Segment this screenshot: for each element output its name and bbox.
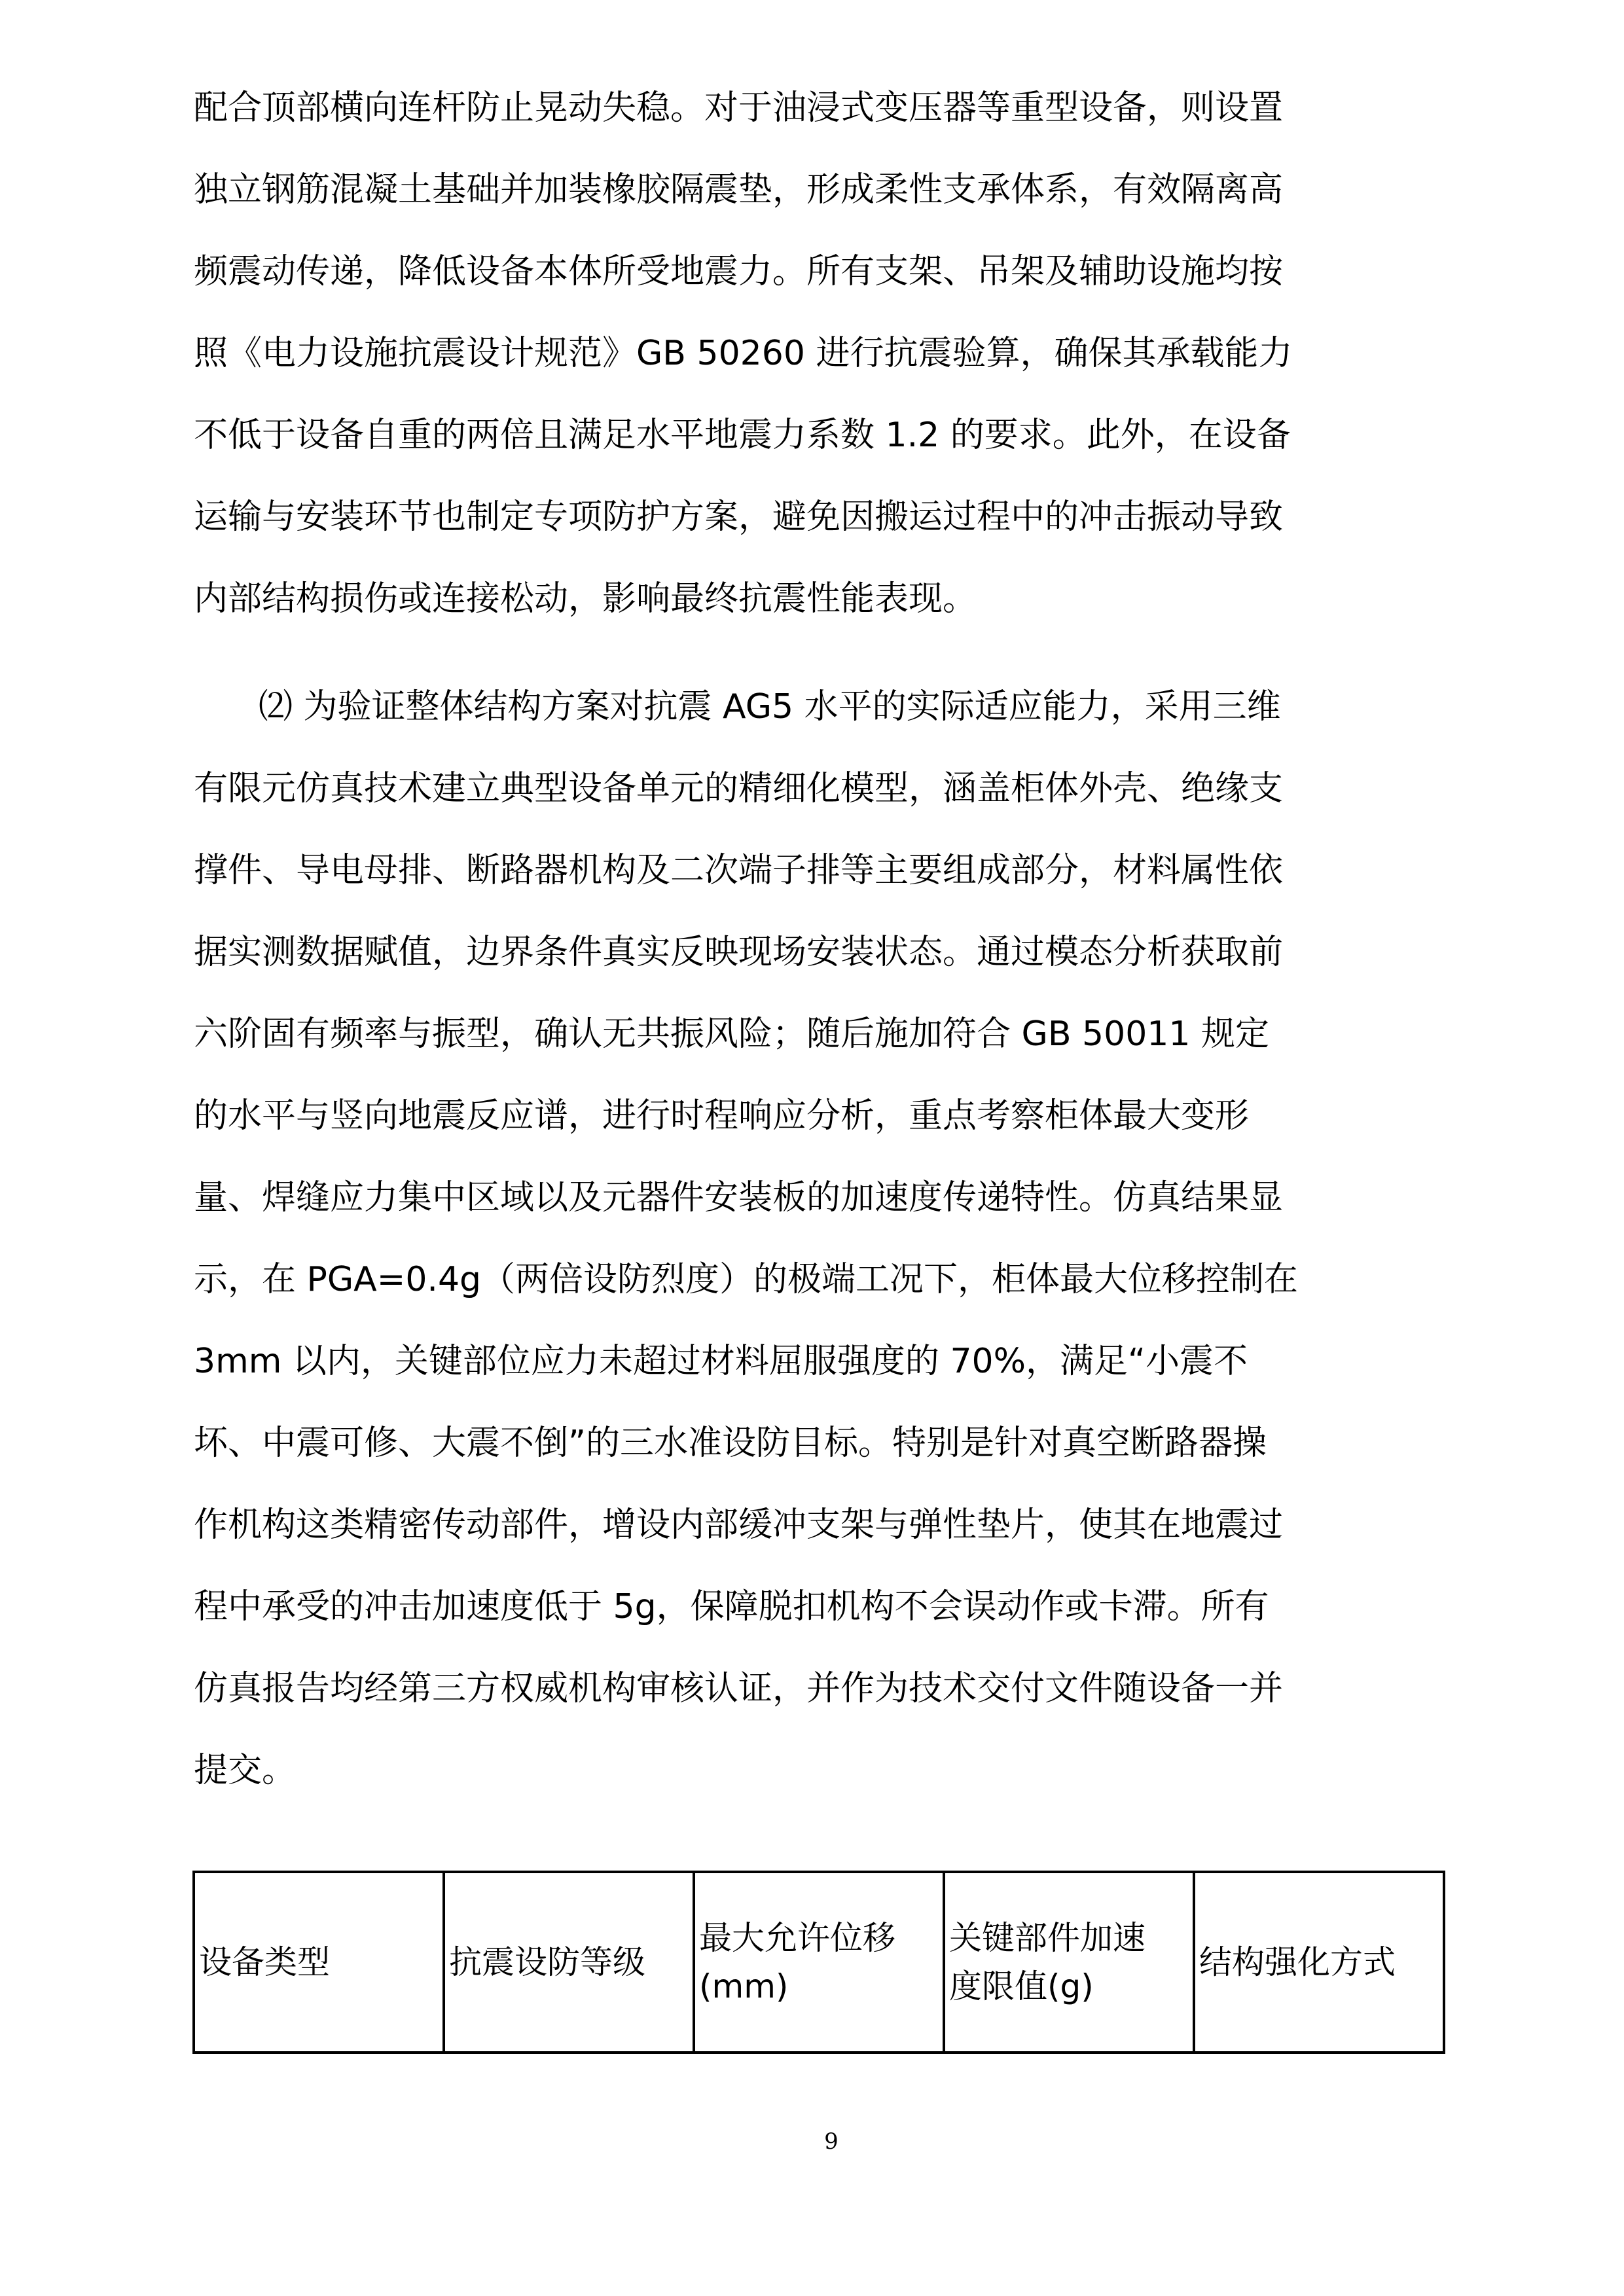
paragraph-2-line-4: 据实测数据赋值，边界条件真实反映现场安装状态。通过模态分析获取前 [194,933,1284,972]
paragraph-2-line-1: ⑵ 为验证整体结构方案对抗震 AG5 水平的实际适应能力，采用三维 [259,687,1281,726]
table-header-row [194,1872,1444,2053]
paragraph-1-line-3: 频震动传递，降低设备本体所受地震力。所有支架、吊架及辅助设施均按 [194,252,1284,291]
header-seismic-grade: 抗震设防等级 [444,1872,694,2053]
header-reinforcement-method: 结构强化方式 [1194,1872,1444,2053]
paragraph-2-line-13: 仿真报告均经第三方权威机构审核认证，并作为技术交付文件随设备一并 [194,1669,1284,1708]
paragraph-1-line-4: 照《电力设施抗震设计规范》GB 50260 进行抗震验算，确保其承载能力 [194,334,1293,373]
paragraph-2-line-11: 作机构这类精密传动部件，增设内部缓冲支架与弹性垫片，使其在地震过 [194,1505,1284,1545]
paragraph-2-line-6: 的水平与竖向地震反应谱，进行时程响应分析，重点考察柜体最大变形 [194,1096,1250,1136]
header-equipment-type: 设备类型 [194,1872,444,2053]
paragraph-1-line-1: 配合顶部横向连杆防止晃动失稳。对于油浸式变压器等重型设备，则设置 [194,88,1284,128]
paragraph-2-line-2: 有限元仿真技术建立典型设备单元的精细化模型，涵盖柜体外壳、绝缘支 [194,769,1284,808]
paragraph-2-line-9: 3mm 以内，关键部位应力未超过材料屈服强度的 70%，满足“小震不 [194,1342,1248,1381]
paragraph-2-line-8: 示，在 PGA=0.4g（两倍设防烈度）的极端工况下，柜体最大位移控制在 [194,1260,1299,1299]
paragraph-1-line-2: 独立钢筋混凝土基础并加装橡胶隔震垫，形成柔性支承体系，有效隔离高 [194,170,1284,209]
paragraph-2-line-5: 六阶固有频率与振型，确认无共振风险；随后施加符合 GB 50011 规定 [194,1014,1269,1054]
paragraph-1-line-6: 运输与安装环节也制定专项防护方案，避免因搬运过程中的冲击振动导致 [194,497,1284,537]
page-number: 9 [824,2128,839,2155]
paragraph-2-line-10: 坏、中震可修、大震不倒”的三水准设防目标。特别是针对真空断路器操 [194,1424,1267,1463]
paragraph-1-line-5: 不低于设备自重的两倍且满足水平地震力系数 1.2 的要求。此外，在设备 [194,416,1291,455]
paragraph-2-line-14: 提交。 [194,1751,297,1790]
header-max-displacement: 最大允许位移 (mm) [694,1872,944,2053]
paragraph-2-line-7: 量、焊缝应力集中区域以及元器件安装板的加速度传递特性。仿真结果显 [194,1178,1284,1217]
header-acceleration-limit: 关键部件加速 度限值(g) [944,1872,1194,2053]
paragraph-2-line-12: 程中承受的冲击加速度低于 5g，保障脱扣机构不会误动作或卡滞。所有 [194,1587,1269,1626]
paragraph-1-line-7: 内部结构损伤或连接松动，影响最终抗震性能表现。 [194,579,977,619]
equipment-table [192,1871,1445,2054]
paragraph-2-line-3: 撑件、导电母排、断路器机构及二次端子排等主要组成部分，材料属性依 [194,851,1284,890]
